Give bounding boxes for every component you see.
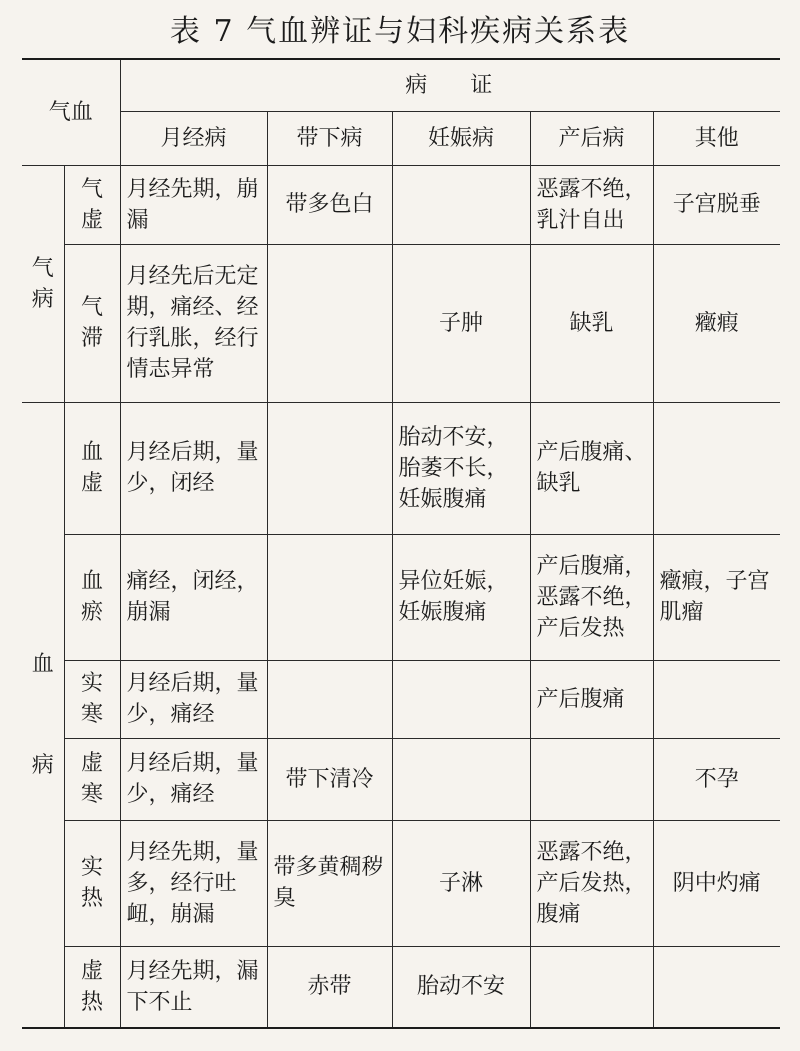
cell-qita: 子宫脱垂 <box>653 165 780 244</box>
cell-daixia: 赤带 <box>267 946 392 1028</box>
cell-qita <box>653 660 780 738</box>
column-header: 月经病 <box>120 111 267 165</box>
cell-chanhou: 恶露不绝，乳汁自出 <box>530 165 653 244</box>
cell-renshen <box>392 165 530 244</box>
cell-qita: 癥瘕，子宫肌瘤 <box>653 534 780 660</box>
group-xue <box>22 402 64 1028</box>
header-qixue: 气血 <box>22 59 120 165</box>
group-xue-bottom: 病 <box>31 752 54 778</box>
cell-daixia <box>267 402 392 534</box>
cell-qita <box>653 402 780 534</box>
header-row-columns <box>22 111 780 165</box>
cell-renshen: 子淋 <box>392 820 530 946</box>
table-row <box>22 660 780 738</box>
table-row <box>22 244 780 402</box>
row-type: 实寒 <box>64 660 120 738</box>
table-row <box>22 402 780 534</box>
cell-chanhou: 产后腹痛，恶露不绝，产后发热 <box>530 534 653 660</box>
row-type: 虚热 <box>64 946 120 1028</box>
cell-qita: 不孕 <box>653 738 780 820</box>
cell-chanhou: 缺乳 <box>530 244 653 402</box>
cell-qita: 癥瘕 <box>653 244 780 402</box>
group-xue-top: 血 <box>31 651 54 677</box>
cell-renshen: 胎动不安，胎萎不长，妊娠腹痛 <box>392 402 530 534</box>
cell-qita <box>653 946 780 1028</box>
cell-chanhou: 产后腹痛、缺乳 <box>530 402 653 534</box>
cell-daixia <box>267 244 392 402</box>
cell-renshen <box>392 738 530 820</box>
column-header: 产后病 <box>530 111 653 165</box>
row-type: 气滞 <box>64 244 120 402</box>
cell-yuejing: 月经先期，漏下不止 <box>120 946 267 1028</box>
table-row <box>22 738 780 820</box>
cell-yuejing: 月经后期，量少，闭经 <box>120 402 267 534</box>
row-type: 实热 <box>64 820 120 946</box>
cell-renshen: 异位妊娠，妊娠腹痛 <box>392 534 530 660</box>
cell-daixia: 带多色白 <box>267 165 392 244</box>
header-bingzheng: 病 证 <box>120 59 780 111</box>
cell-chanhou <box>530 946 653 1028</box>
cell-renshen: 胎动不安 <box>392 946 530 1028</box>
table-row <box>22 820 780 946</box>
cell-daixia <box>267 660 392 738</box>
cell-renshen: 子肿 <box>392 244 530 402</box>
cell-yuejing: 痛经，闭经，崩漏 <box>120 534 267 660</box>
header-row-top <box>22 59 780 111</box>
cell-renshen <box>392 660 530 738</box>
cell-chanhou: 恶露不绝，产后发热，腹痛 <box>530 820 653 946</box>
row-type: 血瘀 <box>64 534 120 660</box>
row-type: 虚寒 <box>64 738 120 820</box>
cell-yuejing: 月经后期，量少，痛经 <box>120 660 267 738</box>
cell-yuejing: 月经先后无定期，痛经、经行乳胀，经行情志异常 <box>120 244 267 402</box>
table-row <box>22 165 780 244</box>
cell-yuejing: 月经先期，崩漏 <box>120 165 267 244</box>
cell-qita: 阴中灼痛 <box>653 820 780 946</box>
table-title: 表 7 气血辨证与妇科疾病关系表 <box>169 14 631 49</box>
column-header: 妊娠病 <box>392 111 530 165</box>
cell-yuejing: 月经先期，量多，经行吐衄，崩漏 <box>120 820 267 946</box>
group-qi: 气 病 <box>22 165 64 402</box>
table-row <box>22 946 780 1028</box>
row-type: 气虚 <box>64 165 120 244</box>
cell-daixia: 带多黄稠秽臭 <box>267 820 392 946</box>
cell-chanhou: 产后腹痛 <box>530 660 653 738</box>
table-row <box>22 534 780 660</box>
column-header: 带下病 <box>267 111 392 165</box>
cell-chanhou <box>530 738 653 820</box>
cell-yuejing: 月经后期，量少，痛经 <box>120 738 267 820</box>
cell-daixia: 带下清冷 <box>267 738 392 820</box>
qixue-table <box>22 58 780 1029</box>
row-type: 血虚 <box>64 402 120 534</box>
cell-daixia <box>267 534 392 660</box>
column-header: 其他 <box>653 111 780 165</box>
